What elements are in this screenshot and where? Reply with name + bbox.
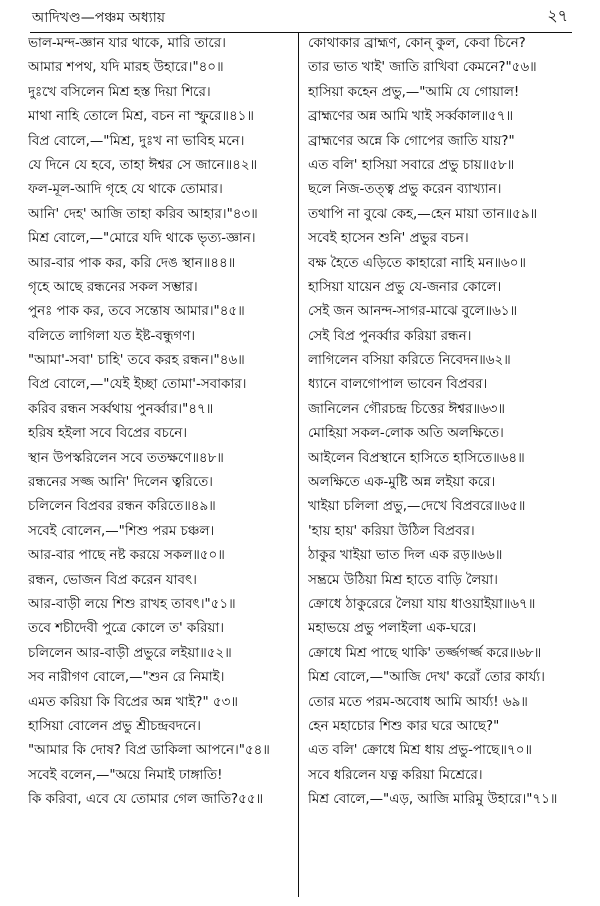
- verse-line: ভাল-মন্দ-জ্ঞান যার থাকে, মারি তারে।: [28, 36, 226, 51]
- verse-line: তোর মতে পরম-অবোধ আমি আর্য্য! ৬৯॥: [308, 694, 528, 710]
- verse-line: বিপ্র বোলে,—"মিশ্র, দুঃখ না ভাবিহ মনে।: [28, 133, 245, 149]
- verse-line: মাথা নাহি তোলে মিশ্র, বচন না স্ফুরে॥৪১॥: [28, 109, 254, 125]
- verse-line: মোহিয়া সকল-লোক অতি অলক্ষিতে।: [308, 426, 504, 442]
- verse-line: হরিষ হইলা সবে বিপ্রের বচনে।: [28, 426, 188, 442]
- verse-line: "আমা'-সবা' চাহি' তবে করহ রন্ধন।"৪৬॥: [28, 353, 245, 369]
- verse-line: ধ্যানে বালগোপাল ভাবেন বিপ্রবর।: [308, 377, 488, 393]
- verse-line: ছলে নিজ-তত্ত্ব প্রভু করেন ব্যাখ্যান।: [308, 182, 502, 198]
- verse-line: হাসিয়া বোলেন প্রভু শ্রীচন্দ্রবদনে।: [28, 718, 201, 734]
- verse-line: পুনঃ পাক কর, তবে সন্তোষ আমার।"৪৫॥: [28, 304, 245, 320]
- verse-line: কি করিবা, এবে যে তোমার গেল জাতি?৫৫॥: [28, 792, 264, 808]
- verse-line: জানিলেন গৌরচন্দ্র চিত্তের ঈশ্বর॥৬৩॥: [308, 401, 505, 417]
- verse-line: রন্ধন, ভোজন বিপ্র করেন যাবৎ।: [28, 572, 197, 588]
- page-number: ২৭: [547, 6, 568, 25]
- verse-line: মিশ্র বোলে,—"এড়, আজি মারিমু উহারে।"৭১॥: [308, 792, 558, 808]
- verse-line: হেন মহাচোর শিশু কার ঘরে আছে?": [308, 718, 500, 734]
- verse-line: সেই জন আনন্দ-সাগর-মাঝে বুলে॥৬১॥: [308, 304, 518, 320]
- verse-line: লাগিলেন বসিয়া করিতে নিবেদন॥৬২॥: [308, 353, 511, 369]
- verse-line: রন্ধনের সজ্জ আনি' দিলেন ত্বরিতে।: [28, 475, 213, 491]
- verse-line: মিশ্র বোলে,—"আজি দেখ' করোঁ তোর কার্য্য।: [308, 670, 545, 686]
- verse-line: বিপ্র বোলে,—"যেই ইচ্ছা তোমা'-সবাকার।: [28, 377, 247, 393]
- verse-line: তথাপি না বুঝে কেহ,—হেন মায়া তান॥৫৯॥: [308, 206, 538, 222]
- verse-line: তার ভাত খাই' জাতি রাখিবা কেমনে?"৫৬॥: [308, 60, 537, 76]
- verse-line: ফল-মূল-আদি গৃহে যে থাকে তোমার।: [28, 182, 223, 198]
- verse-line: করিব রন্ধন সর্ব্বথায় পুনর্ব্বার।"৪৭॥: [28, 401, 214, 417]
- verse-line: হাসিয়া যায়েন প্রভু যে-জনার কোলে।: [308, 279, 502, 295]
- verse-line: "আমার কি দোষ? বিপ্র ডাকিলা আপনে।"৫৪॥: [28, 743, 270, 759]
- running-title: আদিখণ্ড—পঞ্চম অধ্যায়: [32, 10, 166, 26]
- verse-line: আইলেন বিপ্রস্থানে হাসিতে হাসিতে॥৬৪॥: [308, 450, 525, 466]
- verse-line: সেই বিপ্র পুনর্ব্বার করিয়া রন্ধন।: [308, 328, 472, 344]
- verse-line: মহাভয়ে প্রভু পলাইলা এক-ঘরে।: [308, 621, 477, 637]
- verse-line: মিশ্র বোলে,—"মোরে যদি থাকে ভৃত্য-জ্ঞান।: [28, 231, 256, 247]
- verse-line: ক্রোধে ঠাকুরেরে লৈয়া যায় ধাওয়াইয়া॥৬৭॥: [308, 596, 536, 612]
- verse-line: বলিতে লাগিলা যত ইষ্ট-বন্ধুগণ।: [28, 328, 196, 344]
- verse-line: আমার শপথ, যদি মারহ উহারে।"৪০॥: [28, 60, 224, 76]
- verse-line: আর-বাড়ী লয়ে শিশু রাখহ তাবৎ।"৫১॥: [28, 596, 236, 612]
- verse-line: তবে শচীদেবী পুত্রে কোলে ত' করিয়া।: [28, 621, 225, 637]
- page-header: [30, 4, 572, 33]
- verse-line: ব্রাহ্মণের অন্নে কি গোপের জাতি যায়?": [308, 133, 515, 149]
- verse-line: ব্রাহ্মণের অন্ন আমি খাই সর্ব্বকাল॥৫৭॥: [308, 109, 514, 125]
- verse-line: সবেই বলেন,—"অয়ে নিমাই ঢাঙ্গাতি!: [28, 767, 223, 783]
- verse-line: স্থান উপস্করিলেন সবে ততক্ষণে॥৪৮॥: [28, 450, 224, 466]
- verse-line: এত বলি' ক্রোধে মিশ্র ধায় প্রভু-পাছে॥৭০॥: [308, 743, 532, 759]
- left-verse-column: [28, 32, 298, 813]
- verse-line: 'হায় হায়' করিয়া উঠিল বিপ্রবর।: [308, 523, 475, 539]
- verse-line: চলিলেন আর-বাড়ী প্রভুরে লইয়া॥৫২॥: [28, 645, 232, 661]
- verse-line: ঠাকুর খাইয়া ভাত দিল এক রড়॥৬৬॥: [308, 548, 503, 564]
- verse-line: আর-বার পাক কর, করি দেঙ স্থান॥৪৪॥: [28, 255, 236, 271]
- verse-line: সব নারীগণ বোলে,—"শুন রে নিমাই।: [28, 670, 225, 686]
- verse-line: খাইয়া চলিলা প্রভু,—দেখে বিপ্রবরে॥৬৫॥: [308, 499, 526, 515]
- verse-line: আর-বার পাছে নষ্ট করয়ে সকল॥৫০॥: [28, 548, 225, 564]
- verse-line: সম্ভ্রমে উঠিয়া মিশ্র হাতে বাড়ি লৈয়া।: [308, 572, 498, 588]
- right-verse-column: [308, 32, 580, 813]
- verse-line: বক্ষ হৈতে এড়িতে কাহারো নাহি মন॥৬০॥: [308, 255, 526, 271]
- verse-line: সবে ধরিলেন যত্ন করিয়া মিশ্রেরে।: [308, 767, 483, 783]
- column-divider: [298, 32, 299, 897]
- verse-line: এমত করিয়া কি বিপ্রের অন্ন খাই?" ৫৩॥: [28, 694, 238, 710]
- verse-line: গৃহে আছে রন্ধনের সকল সম্ভার।: [28, 279, 198, 295]
- verse-line: দুঃখে বসিলেন মিশ্র হস্ত দিয়া শিরে।: [28, 84, 211, 100]
- verse-line: যে দিনে যে হবে, তাহা ঈশ্বর সে জানে॥৪২॥: [28, 157, 258, 173]
- verse-line: এত বলি' হাসিয়া সবারে প্রভু চায়॥৫৮॥: [308, 157, 515, 173]
- verse-line: সবেই বোলেন,—"শিশু পরম চঞ্চল।: [28, 523, 215, 539]
- verse-line: কোথাকার ব্রাহ্মণ, কোন্ কুল, কেবা চিনে?: [308, 36, 526, 51]
- verse-line: ক্রোধে মিশ্র পাছে থাকি' তর্জ্জগর্জ্জ করে॥৬৮॥: [308, 645, 542, 661]
- verse-line: আনি' দেহ' আজি তাহা করিব আহার।"৪৩॥: [28, 206, 258, 222]
- verse-line: হাসিয়া কহেন প্রভু,—"আমি যে গোয়াল!: [308, 84, 520, 100]
- verse-line: অলক্ষিতে এক-মুষ্টি অন্ন লইয়া করে।: [308, 475, 496, 491]
- verse-line: সবেই হাসেন শুনি' প্রভুর বচন।: [308, 231, 469, 247]
- verse-line: চলিলেন বিপ্রবর রন্ধন করিতে॥৪৯॥: [28, 499, 216, 515]
